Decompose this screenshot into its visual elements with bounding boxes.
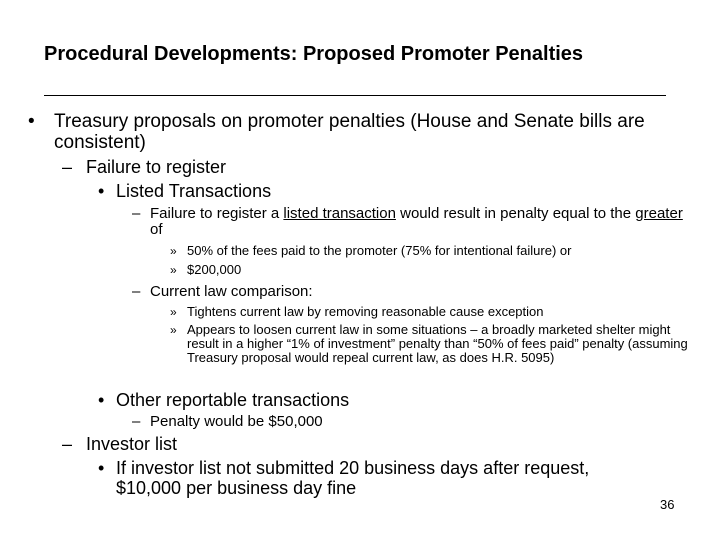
bullet-listed-transactions (98, 181, 658, 201)
bullet-text: Penalty would be $50,000 (150, 413, 323, 430)
chevron-marker: » (170, 263, 177, 277)
slide-title: Procedural Developments: Proposed Promoter Penalties (44, 43, 584, 65)
underlined-term-greater: greater (635, 205, 683, 222)
bullet-text: Appears to loosen current law in some situations – a broadly marketed shelter might result in a higher “1% of investment” penalty than “50% of fees paid” penalty (assuming Treasury proposal would repeal current law, as does H.R. 5095) (187, 322, 688, 365)
chevron-marker: » (170, 305, 177, 319)
bullet-current-law-comparison (132, 284, 688, 300)
bullet-amount-200k (170, 263, 690, 277)
underlined-term-listed-transaction: listed transaction (283, 205, 396, 222)
bullet-text (150, 206, 688, 238)
text-segment: Failure to register a (150, 205, 284, 222)
dash-marker: – (132, 205, 141, 222)
bullet-tightens-current-law (170, 305, 690, 319)
bullet-investor-list (62, 434, 662, 454)
bullet-marker: • (98, 458, 105, 478)
bullet-text: Tightens current law by removing reasonable cause exception (187, 304, 544, 319)
text-segment: would result in penalty equal to the (395, 205, 636, 222)
dash-marker: – (132, 283, 141, 300)
dash-marker: – (62, 434, 73, 454)
bullet-marker: • (28, 111, 35, 132)
bullet-other-reportable-transactions (98, 390, 658, 410)
bullet-text: Investor list (86, 434, 178, 454)
text-segment: of (150, 221, 163, 238)
page-number: 36 (660, 497, 675, 512)
bullet-text: Failure to register (86, 157, 227, 177)
bullet-failure-to-register-detail (132, 206, 688, 238)
bullet-penalty-50k (132, 414, 688, 430)
bullet-fees-50-percent (170, 244, 690, 258)
bullet-text: Listed Transactions (116, 181, 272, 201)
bullet-text: $200,000 (187, 262, 242, 277)
bullet-failure-to-register (62, 157, 662, 177)
chevron-marker: » (170, 244, 177, 258)
bullet-marker: • (98, 181, 105, 201)
bullet-text: Current law comparison: (150, 283, 313, 300)
bullet-text: 50% of the fees paid to the promoter (75% for intentional failure) or (187, 243, 572, 258)
dash-marker: – (132, 413, 141, 430)
bullet-loosens-current-law (170, 323, 692, 365)
title-divider (44, 95, 666, 96)
bullet-text: Other reportable transactions (116, 390, 350, 410)
bullet-text: Treasury proposals on promoter penalties (House and Senate bills are consistent) (54, 111, 645, 153)
chevron-marker: » (170, 323, 177, 337)
bullet-treasury-proposals (28, 111, 668, 153)
bullet-text: If investor list not submitted 20 business days after request, $10,000 per business day fine (116, 458, 590, 498)
dash-marker: – (62, 157, 73, 177)
bullet-marker: • (98, 390, 105, 410)
bullet-investor-list-detail (98, 458, 658, 498)
